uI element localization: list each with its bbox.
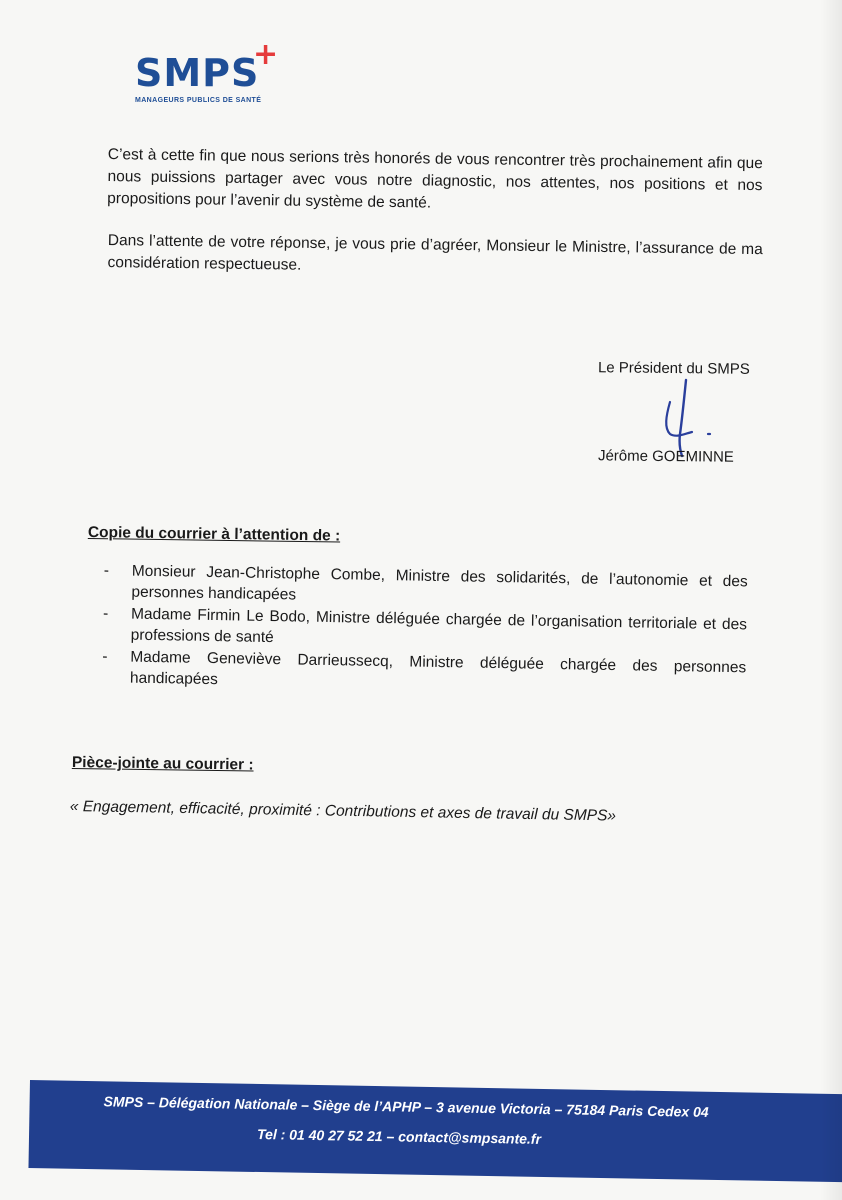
smps-logo xyxy=(135,37,295,115)
attachment-title: « Engagement, efficacité, proximité : Contributions et axes de travail du SMPS» xyxy=(69,798,617,825)
copie-list xyxy=(96,560,748,700)
logo-wordmark: SMPS xyxy=(135,51,260,95)
copie-heading: Copie du courrier à l’attention de : xyxy=(87,524,341,545)
list-item: - Madame Firmin Le Bodo, Ministre déléguée chargée de l’organisation territoriale et des professions de santé xyxy=(97,603,748,656)
footer-address: SMPS – Délégation Nationale – Siège de l’APHP – 3 avenue Victoria – 75184 Paris Cedex 04 xyxy=(103,1093,709,1120)
signature-title: Le Président du SMPS xyxy=(597,359,750,378)
scan-shadow xyxy=(820,0,842,1200)
piece-jointe-heading: Pièce-jointe au courrier : xyxy=(71,754,254,774)
list-item: - Monsieur Jean-Christophe Combe, Ministre des solidarités, de l’autonomie et des personnes handicapées xyxy=(97,560,748,613)
paragraph-closing: Dans l’attente de votre réponse, je vous prie d’agréer, Monsieur le Ministre, l’assurance de ma considération respectueuse. xyxy=(107,231,763,274)
list-item: - Madame Geneviève Darrieussecq, Ministre déléguée chargée des personnes handicapées xyxy=(96,646,747,699)
footer-contact: Tel : 01 40 27 52 21 – contact@smpsante.fr xyxy=(256,1125,542,1147)
footer-bar xyxy=(28,1080,842,1182)
signature-name: Jérôme GOEMINNE xyxy=(597,447,734,466)
logo-plus-icon: + xyxy=(253,37,279,72)
logo-subtitle: MANAGEURS PUBLICS DE SANTÉ xyxy=(135,97,262,104)
paragraph-meeting-request: C’est à cette fin que nous serions très honorés de vous rencontrer très prochainement afin que nous puissions partager avec vous notre diagnostic, nos attentes, nos positions et nos propositions pour l’avenir du système de santé. xyxy=(107,145,763,212)
